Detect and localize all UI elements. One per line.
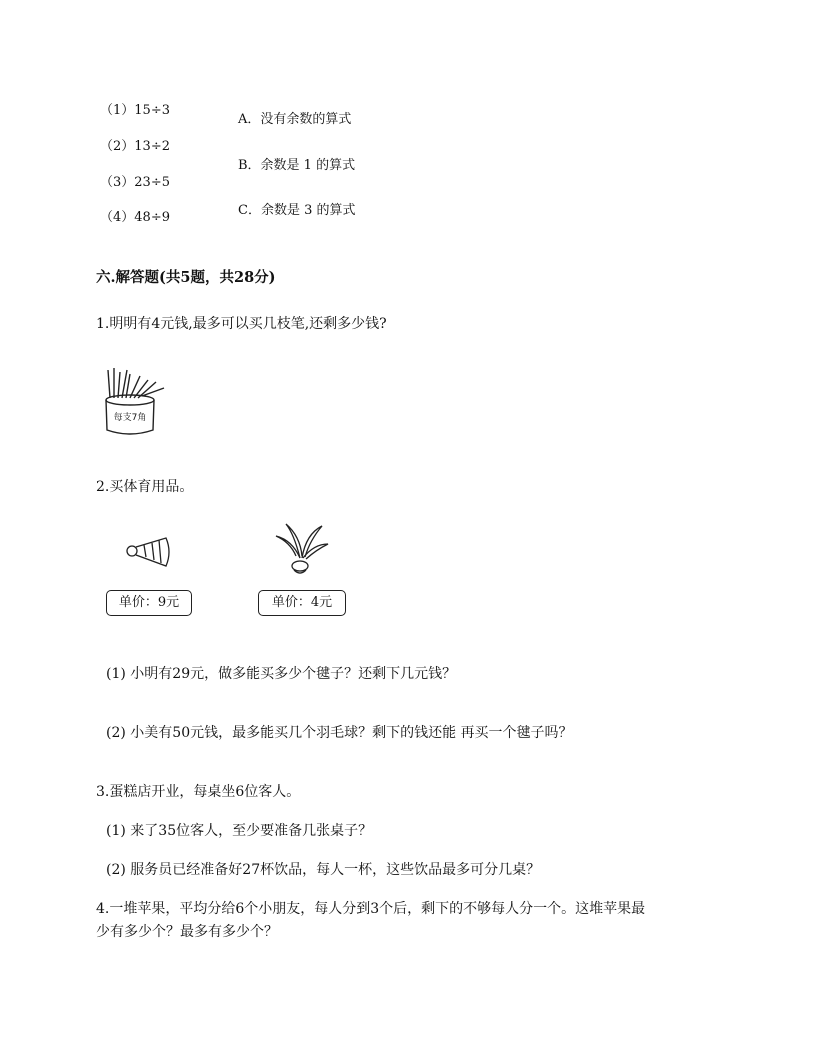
question-3-sub-2: (2) 服务员已经准备好27杯饮品，每人一杯，这些饮品最多可分几桌？ [106, 862, 541, 878]
jianzi-icon [272, 520, 332, 576]
question-3-sub-1: (1) 来了35位客人，至少要准备几张桌子？ [106, 823, 373, 839]
price-tag-jianzi: 单价：4元 [258, 590, 346, 616]
matching-left-2: （2）13÷2 [100, 139, 170, 154]
matching-left-3: （3）23÷5 [100, 175, 170, 190]
section-heading: 六.解答题(共5题，共28分) [96, 269, 276, 286]
matching-left-1: （1）15÷3 [100, 103, 170, 118]
question-2-text: 2.买体育用品。 [96, 479, 194, 495]
question-1-text: 1.明明有4元钱,最多可以买几枝笔,还剩多少钱? [96, 316, 387, 332]
question-2-sub-1: (1) 小明有29元，做多能买多少个毽子？还剩下几元钱？ [106, 666, 457, 682]
matching-left-4: （4）48÷9 [100, 210, 170, 225]
price-tag-shuttlecock: 单价：9元 [106, 590, 192, 616]
matching-right-b: B．余数是 1 的算式 [238, 158, 356, 173]
question-2-sub-2: (2) 小美有50元钱，最多能买几个羽毛球？剩下的钱还能 再买一个毽子吗？ [106, 725, 573, 741]
question-4-line-2: 少有多少个？最多有多少个？ [96, 924, 278, 940]
question-4-line-1: 4.一堆苹果，平均分给6个小朋友，每人分到3个后，剩下的不够每人分一个。这堆苹果最 [96, 901, 646, 917]
pencil-cup-image [100, 366, 170, 438]
matching-right-c: C．余数是 3 的算式 [238, 203, 356, 218]
shuttlecock-icon [124, 536, 174, 576]
question-3-text: 3.蛋糕店开业，每桌坐6位客人。 [96, 784, 301, 800]
pencil-cup-label: 每支7角 [113, 413, 147, 423]
matching-right-a: A．没有余数的算式 [238, 112, 352, 127]
